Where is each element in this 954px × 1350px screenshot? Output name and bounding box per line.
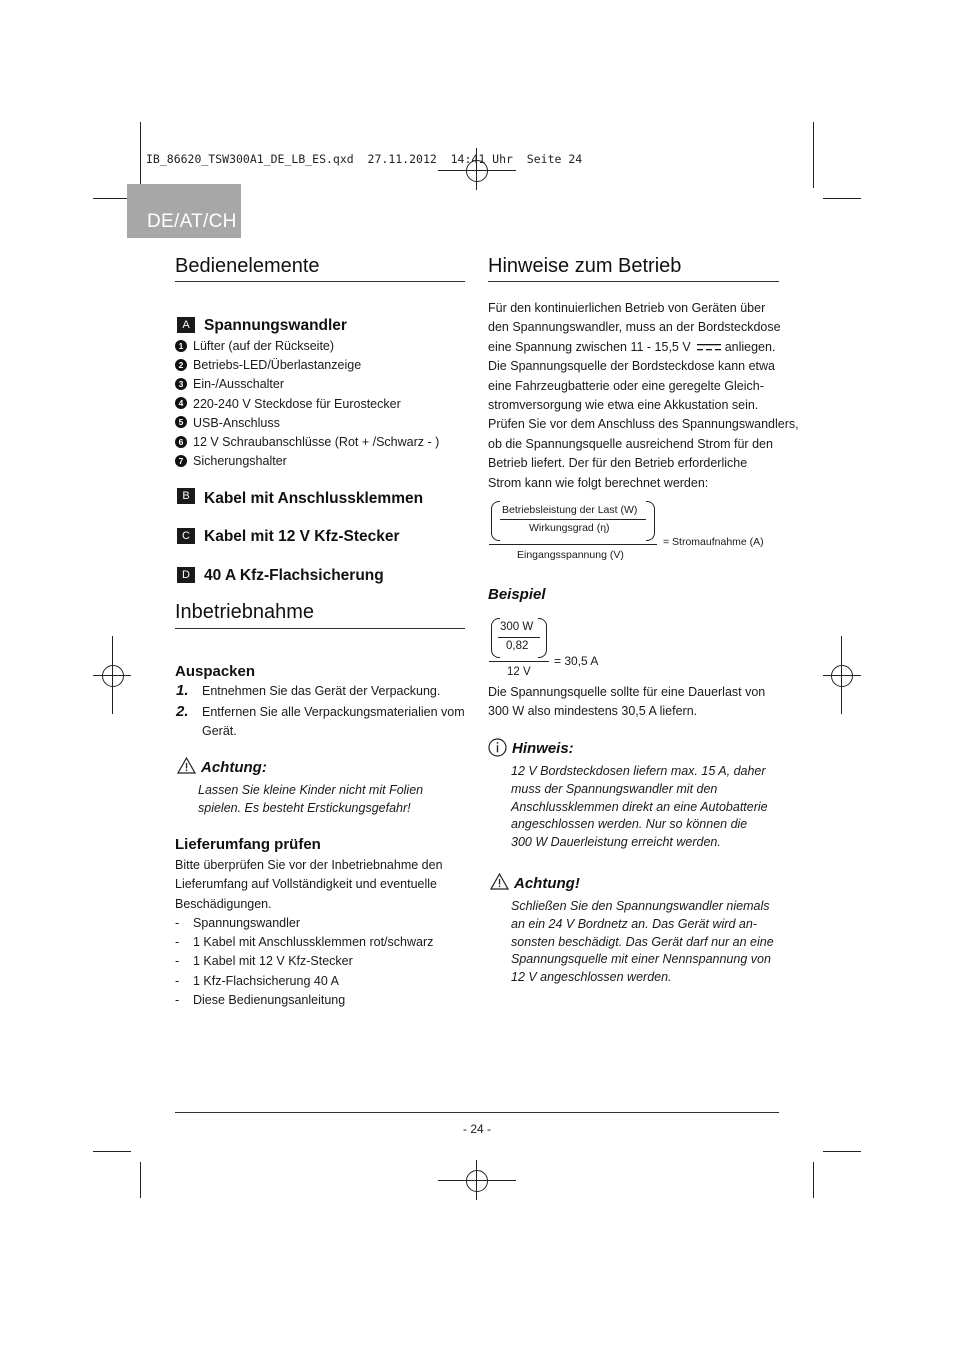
formula-bracket-left	[491, 501, 500, 541]
note-line: Anschlussklemmen direkt an eine Autobatterie	[511, 799, 768, 814]
example-inner-line	[498, 637, 540, 638]
crop-mark	[140, 122, 141, 188]
list-item-text: 12 V Schraubanschlüsse (Rot + /Schwarz - )	[193, 434, 440, 449]
badge-c: C	[177, 528, 195, 544]
example-text	[488, 683, 765, 722]
formula-bracket-right	[538, 618, 547, 658]
note-text	[511, 763, 768, 852]
caution-text	[511, 898, 774, 987]
example-line: Die Spannungsquelle sollte für eine Dauerlast von	[488, 685, 766, 699]
scope-text	[175, 856, 443, 914]
section-title-inbetriebnahme: Inbetriebnahme	[175, 601, 314, 623]
step-line: Gerät.	[202, 724, 237, 739]
list-item-text: Betriebs-LED/Überlastanzeige	[193, 358, 362, 373]
registration-mark	[823, 675, 861, 676]
crop-mark	[813, 122, 814, 188]
step-text	[202, 682, 440, 701]
caution-line: Spannungsquelle mit einer Nennspannung von	[511, 952, 771, 967]
title-rule	[175, 628, 465, 629]
list-item	[175, 452, 439, 471]
list-item	[175, 395, 439, 414]
list-item-text: Ein-/Ausschalter	[193, 377, 285, 392]
controls-list	[175, 337, 439, 471]
intro-line: Betrieb liefert. Der für den Betrieb erforderliche	[488, 456, 748, 471]
formula-denominator: Eingangsspannung (V)	[517, 549, 624, 561]
number-badge: 2	[175, 359, 187, 371]
language-tab-label: DE/AT/CH	[147, 211, 237, 232]
list-item	[175, 375, 439, 394]
number-badge: 6	[175, 436, 187, 448]
intro-line	[488, 338, 799, 357]
intro-line: Strom kann wie folgt berechnet werden:	[488, 475, 709, 490]
heading-spannungswandler: Spannungswandler	[204, 317, 347, 334]
intro-line: Prüfen Sie vor dem Anschluss des Spannungswandlers,	[488, 417, 799, 432]
registration-mark	[466, 1170, 488, 1192]
intro-text	[488, 299, 799, 493]
example-main-line	[489, 661, 549, 662]
scope-line: Lieferumfang auf Vollständigkeit und eventuelle	[175, 877, 437, 892]
scope-line: Beschädigungen.	[175, 896, 272, 911]
list-item-text: Diese Bedienungsanleitung	[193, 992, 346, 1007]
intro-segment: anliegen.	[724, 339, 776, 354]
formula-bracket-right	[646, 501, 655, 541]
list-item-text: Lüfter (auf der Rückseite)	[193, 339, 335, 353]
crop-mark	[813, 1162, 814, 1198]
example-denominator: 12 V	[507, 666, 531, 678]
warning-icon	[177, 757, 196, 774]
list-item-text: 1 Kabel mit Anschlussklemmen rot/schwarz	[193, 935, 434, 950]
list-item-text: Spannungswandler	[193, 916, 301, 930]
list-item: - 1 Kfz-Flachsicherung 40 A	[175, 973, 339, 988]
step-number: 2.	[176, 703, 189, 720]
warning-icon	[490, 873, 509, 890]
example-efficiency: 0,82	[506, 640, 529, 652]
step-line: Entfernen Sie alle Verpackungsmaterialien vom	[202, 705, 465, 719]
crop-mark	[823, 1151, 861, 1152]
registration-mark	[93, 675, 131, 676]
title-rule	[488, 281, 779, 282]
registration-mark	[438, 170, 516, 171]
info-icon	[488, 738, 507, 757]
heading-lieferumfang: Lieferumfang prüfen	[175, 836, 321, 853]
formula-inner-line	[500, 519, 646, 520]
intro-line: den Spannungswandler, muss an der Bordsteckdose	[488, 320, 781, 335]
dc-voltage-icon	[697, 343, 721, 352]
list-item: - 1 Kabel mit 12 V Kfz-Stecker	[175, 954, 353, 969]
intro-line: Die Spannungsquelle der Bordsteckdose kann etwa	[488, 359, 775, 374]
example-result: = 30,5 A	[554, 654, 599, 668]
registration-mark	[831, 665, 853, 687]
badge-a: A	[177, 317, 195, 333]
heading-kabel-anschlussklemmen: Kabel mit Anschlussklemmen	[204, 490, 424, 507]
scope-list	[175, 914, 433, 1010]
number-badge: 4	[175, 397, 187, 409]
number-badge: 1	[175, 340, 187, 352]
step-line: Entnehmen Sie das Gerät der Verpackung.	[202, 684, 441, 698]
example-numerator: 300 W	[500, 621, 534, 633]
list-item	[175, 414, 439, 433]
heading-kabel-kfz-stecker: Kabel mit 12 V Kfz-Stecker	[204, 528, 400, 545]
intro-line: ob die Spannungsquelle ausreichend Strom für den	[488, 436, 773, 451]
list-item: - Spannungswandler	[175, 916, 301, 930]
note-line: muss der Spannungswandler mit den	[511, 781, 718, 796]
crop-mark	[140, 1162, 141, 1198]
scope-line: Bitte überprüfen Sie vor der Inbetriebnahme den	[175, 858, 443, 872]
note-heading: Hinweis:	[512, 740, 574, 757]
note-line: 12 V Bordsteckdosen liefern max. 15 A, daher	[511, 764, 766, 778]
crop-mark	[93, 1151, 131, 1152]
caution-line: spielen. Es besteht Erstickungsgefahr!	[198, 800, 411, 815]
intro-line: eine Fahrzeugbatterie oder eine geregelte Gleich-	[488, 378, 764, 393]
title-rule	[175, 281, 465, 282]
list-item-text: 1 Kfz-Flachsicherung 40 A	[193, 973, 339, 988]
list-item	[175, 433, 439, 452]
note-line: 300 W Dauerleistung erreicht werden.	[511, 835, 721, 850]
formula-result: = Stromaufnahme (A)	[663, 536, 764, 548]
caution-text	[198, 782, 423, 818]
footer-rule	[175, 1112, 779, 1113]
list-item: - 1 Kabel mit Anschlussklemmen rot/schwarz	[175, 935, 434, 950]
section-title-hinweise: Hinweise zum Betrieb	[488, 255, 682, 277]
caution-line: 12 V angeschlossen werden.	[511, 970, 672, 985]
print-slug: IB_86620_TSW300A1_DE_LB_ES.qxd 27.11.2012 14:41 Uhr Seite 24	[146, 152, 583, 166]
number-badge: 5	[175, 416, 187, 428]
badge-d: D	[177, 567, 195, 583]
registration-mark	[102, 665, 124, 687]
caution-line: Lassen Sie kleine Kinder nicht mit Folien	[198, 783, 424, 797]
caution-line: an ein 24 V Bordnetz an. Das Gerät wird an-	[511, 916, 757, 931]
list-item-text: Sicherungshalter	[193, 454, 287, 469]
example-line: 300 W also mindestens 30,5 A liefern.	[488, 704, 698, 719]
caution-line: sonsten beschädigt. Das Gerät darf nur an eine	[511, 934, 774, 949]
step-text	[202, 703, 465, 742]
caution-heading: Achtung:	[201, 759, 267, 776]
list-item-text: 1 Kabel mit 12 V Kfz-Stecker	[193, 954, 353, 969]
heading-flachsicherung: 40 A Kfz-Flachsicherung	[204, 567, 384, 584]
formula-bracket-left	[491, 618, 500, 658]
crop-mark	[823, 198, 861, 199]
heading-auspacken: Auspacken	[175, 663, 256, 680]
formula-efficiency: Wirkungsgrad (η)	[529, 522, 610, 534]
caution-heading: Achtung!	[514, 875, 580, 892]
number-badge: 7	[175, 455, 187, 467]
intro-segment: eine Spannung zwischen 11 - 15,5 V	[488, 339, 691, 354]
language-tab	[127, 184, 241, 238]
heading-beispiel: Beispiel	[488, 586, 546, 603]
list-item	[175, 356, 439, 375]
page-number: - 24 -	[462, 1122, 491, 1136]
registration-mark	[438, 1180, 516, 1181]
list-item-text: USB-Anschluss	[193, 415, 280, 430]
formula-main-line	[489, 544, 657, 545]
crop-mark	[93, 198, 131, 199]
intro-line: Für den kontinuierlichen Betrieb von Geräten über	[488, 301, 766, 315]
step-number: 1.	[176, 682, 189, 699]
list-item	[175, 337, 439, 356]
list-item-text: 220-240 V Steckdose für Eurostecker	[193, 396, 401, 411]
intro-line: stromversorgung wie etwa eine Akkustation sein.	[488, 397, 759, 412]
note-line: angeschlossen werden. Nur so können die	[511, 817, 748, 832]
formula-numerator: Betriebsleistung der Last (W)	[502, 504, 638, 516]
badge-b: B	[177, 488, 195, 504]
list-item: - Diese Bedienungsanleitung	[175, 992, 346, 1007]
number-badge: 3	[175, 378, 187, 390]
section-title-bedienelemente: Bedienelemente	[175, 255, 320, 277]
caution-line: Schließen Sie den Spannungswandler niemals	[511, 899, 770, 913]
